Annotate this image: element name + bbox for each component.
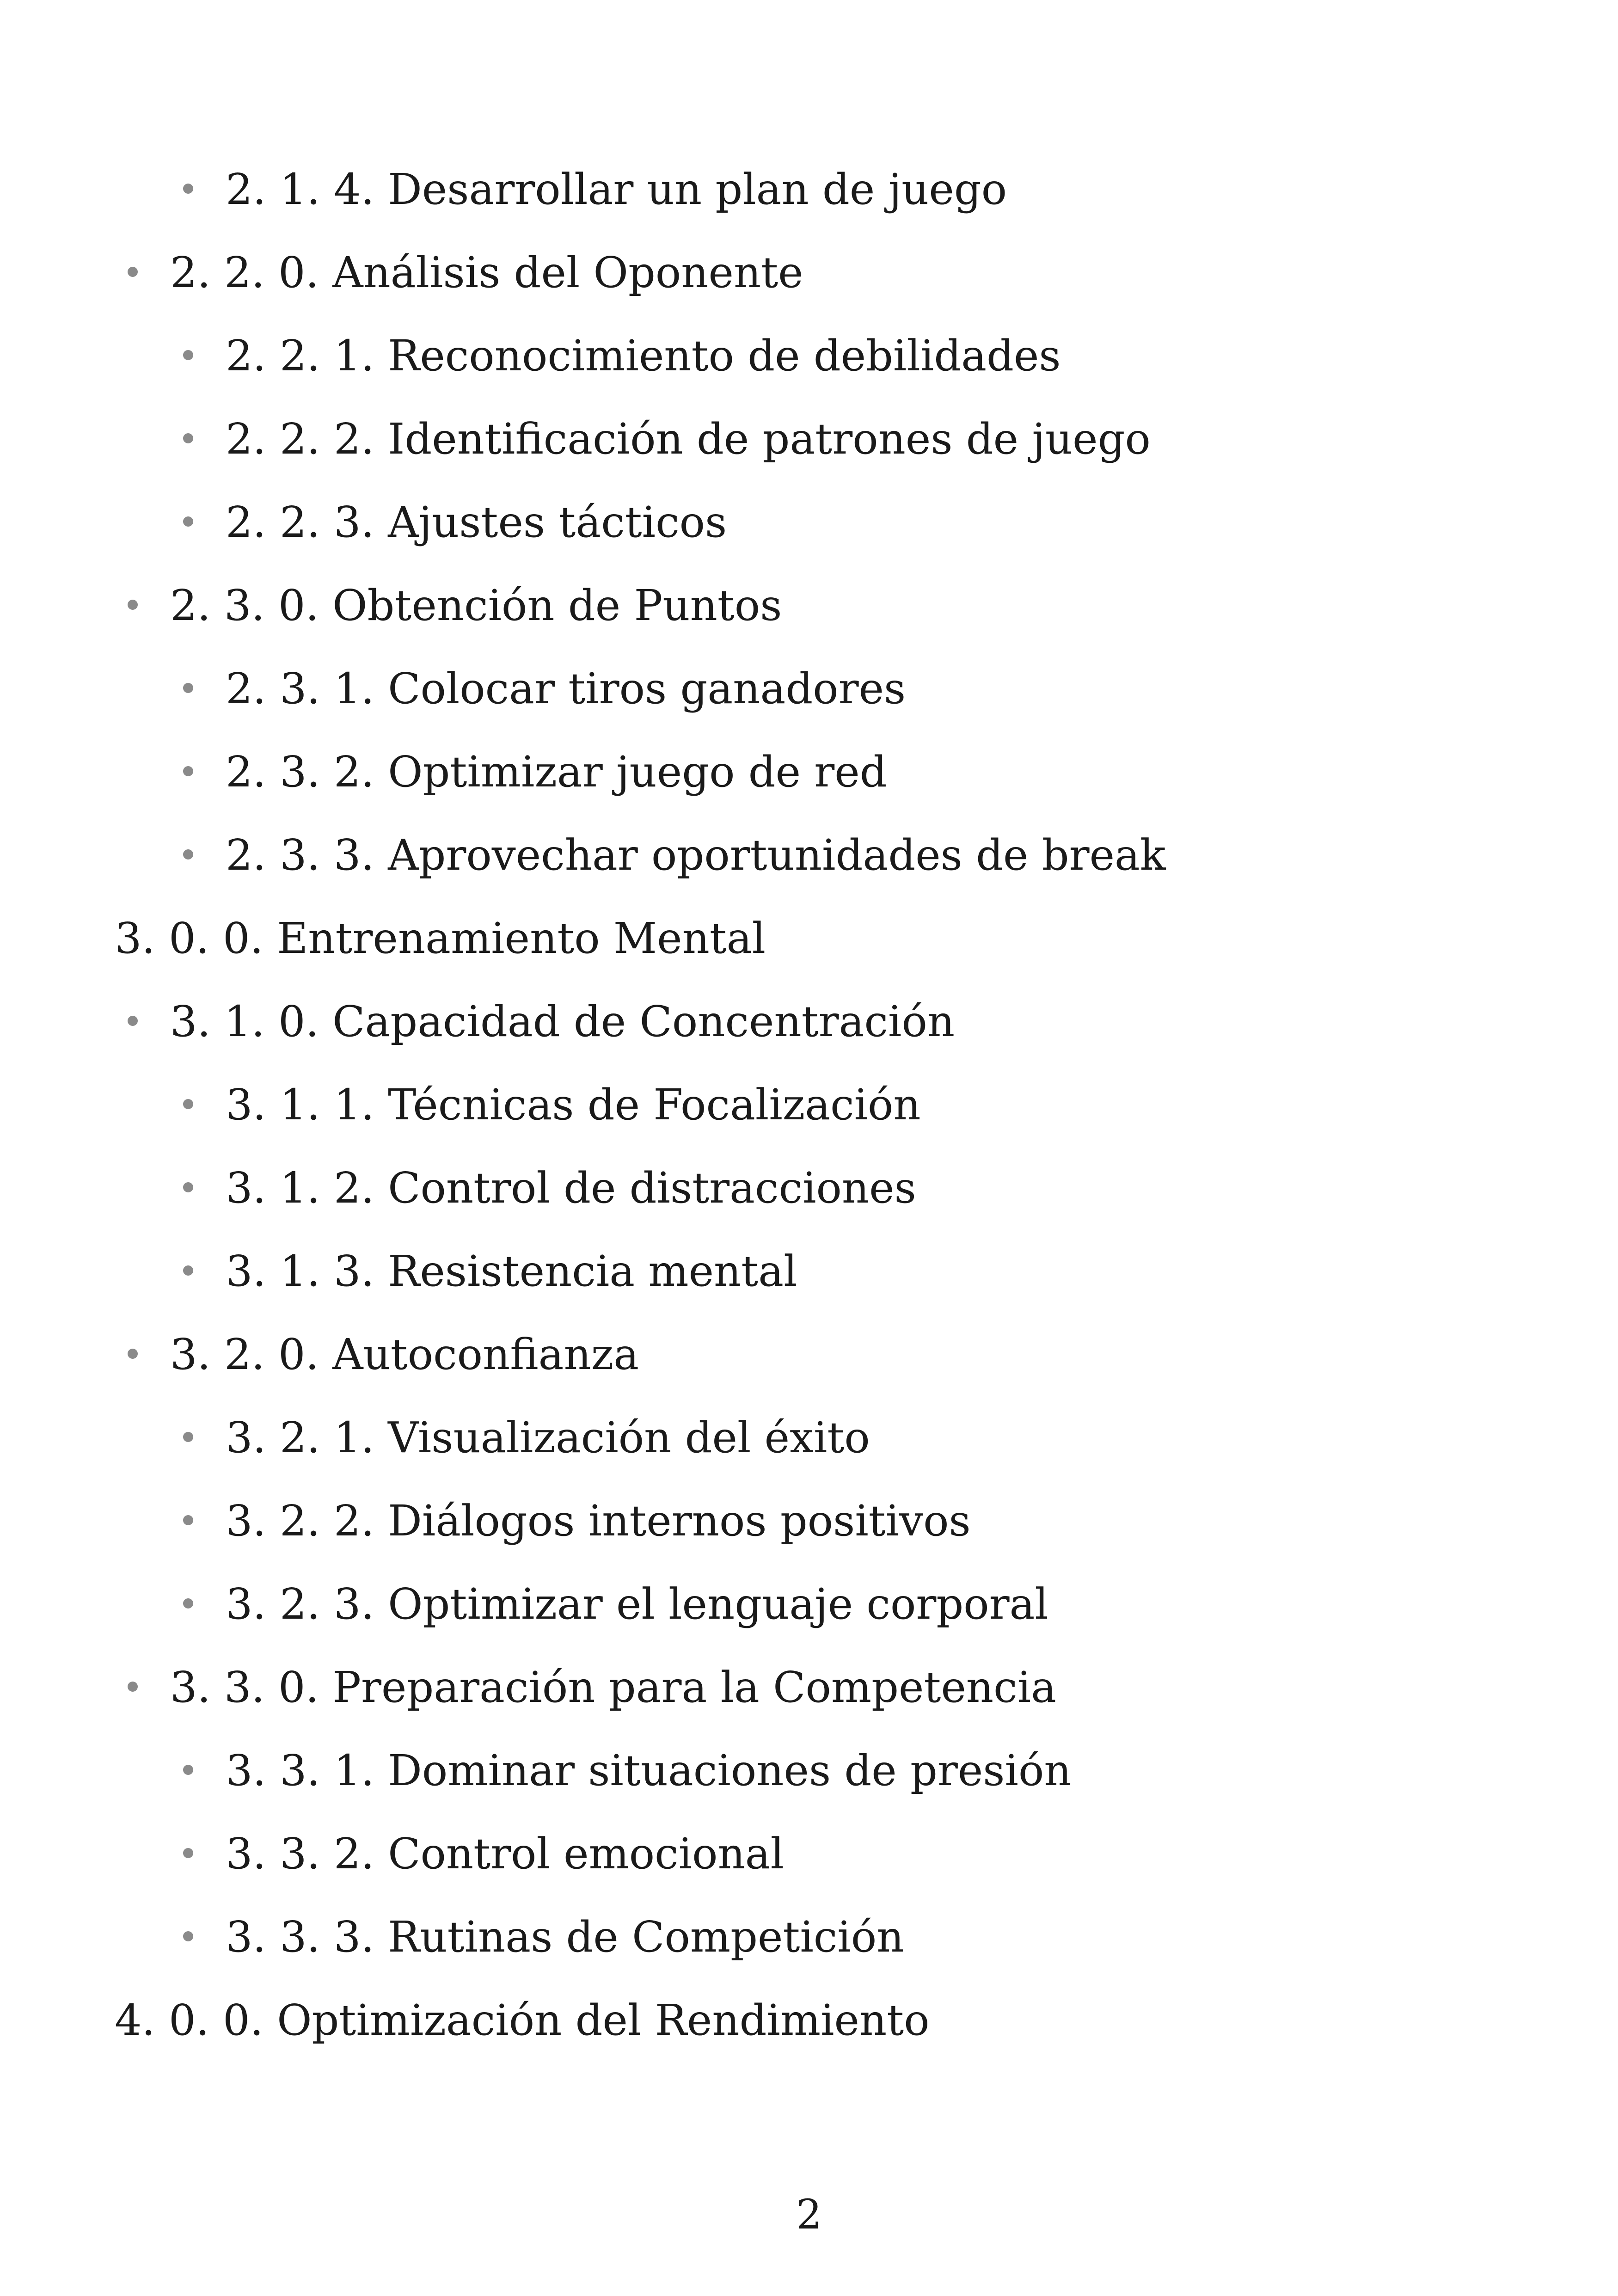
bullet-icon [128, 1016, 138, 1026]
toc-item-label: 2. 1. 4. Desarrollar un plan de juego [226, 165, 1007, 214]
bullet-icon [183, 766, 193, 776]
toc-item [0, 148, 1618, 231]
toc-item-label: 3. 3. 3. Rutinas de Competición [226, 1912, 904, 1962]
bullet-icon [183, 849, 193, 859]
bullet-icon [183, 433, 193, 443]
toc-item [0, 1147, 1618, 1230]
toc-item [0, 1313, 1618, 1396]
bullet-icon [183, 1265, 193, 1276]
bullet-icon [183, 350, 193, 360]
toc-item-label: 2. 2. 0. Análisis del Oponente [170, 248, 803, 297]
bullet-icon [183, 184, 193, 194]
toc-item-label: 2. 2. 3. Ajustes tácticos [226, 497, 727, 547]
toc-item-label: 3. 2. 2. Diálogos internos positivos [226, 1496, 971, 1546]
bullet-icon [183, 1848, 193, 1858]
toc-item-label: 3. 3. 0. Preparación para la Competencia [170, 1663, 1056, 1712]
bullet-icon [183, 1765, 193, 1775]
toc-item [0, 231, 1618, 314]
bullet-icon [183, 1931, 193, 1941]
toc-item [0, 1646, 1618, 1729]
toc-item [0, 814, 1618, 897]
toc-item [0, 980, 1618, 1063]
toc-item-label: 2. 3. 2. Optimizar juego de red [226, 747, 887, 797]
bullet-icon [183, 683, 193, 693]
toc-item [0, 1896, 1618, 1979]
toc-item [0, 1480, 1618, 1563]
toc-item-label: 2. 2. 1. Reconocimiento de debilidades [226, 331, 1061, 381]
bullet-icon [183, 1432, 193, 1442]
toc-item [0, 1563, 1618, 1646]
toc-item-label: 3. 1. 0. Capacidad de Concentración [170, 997, 955, 1046]
toc-item [0, 1396, 1618, 1480]
bullet-icon [128, 267, 138, 277]
toc-item-label: 2. 3. 0. Obtención de Puntos [170, 581, 782, 630]
toc-item-label: 3. 1. 2. Control de distracciones [226, 1163, 916, 1213]
toc-item-label: 2. 2. 2. Identificación de patrones de juego [226, 414, 1151, 464]
toc-item [0, 647, 1618, 731]
toc-item-label: 3. 2. 1. Visualización del éxito [226, 1413, 870, 1462]
bullet-icon [128, 1682, 138, 1692]
toc-item-label: 4. 0. 0. Optimización del Rendimiento [115, 1995, 930, 2045]
bullet-icon [183, 1099, 193, 1109]
toc-item [0, 731, 1618, 814]
bullet-icon [183, 516, 193, 527]
toc-item-label: 3. 2. 3. Optimizar el lenguaje corporal [226, 1579, 1048, 1629]
toc-item-label: 3. 2. 0. Autoconfianza [170, 1330, 639, 1379]
toc-item-label: 3. 1. 1. Técnicas de Focalización [226, 1080, 921, 1130]
toc-item [0, 564, 1618, 647]
toc-item [0, 398, 1618, 481]
toc-item [0, 314, 1618, 398]
toc-item-label: 3. 0. 0. Entrenamiento Mental [115, 914, 766, 963]
bullet-icon [183, 1182, 193, 1192]
bullet-icon [128, 600, 138, 610]
bullet-icon [128, 1349, 138, 1359]
toc-item [0, 897, 1618, 980]
toc-item-label: 2. 3. 1. Colocar tiros ganadores [226, 664, 906, 713]
toc-item [0, 481, 1618, 564]
toc-item [0, 1729, 1618, 1812]
bullet-icon [183, 1515, 193, 1525]
table-of-contents [0, 148, 1618, 2062]
toc-item [0, 1812, 1618, 1896]
toc-item-label: 3. 3. 2. Control emocional [226, 1829, 784, 1879]
toc-item-label: 3. 1. 3. Resistencia mental [226, 1246, 797, 1296]
toc-item [0, 1063, 1618, 1147]
toc-item-label: 3. 3. 1. Dominar situaciones de presión [226, 1746, 1072, 1795]
toc-item-label: 2. 3. 3. Aprovechar oportunidades de break [226, 830, 1166, 880]
bullet-icon [183, 1598, 193, 1608]
page-number: 2 [796, 2191, 822, 2238]
toc-item [0, 1230, 1618, 1313]
toc-item [0, 1979, 1618, 2062]
